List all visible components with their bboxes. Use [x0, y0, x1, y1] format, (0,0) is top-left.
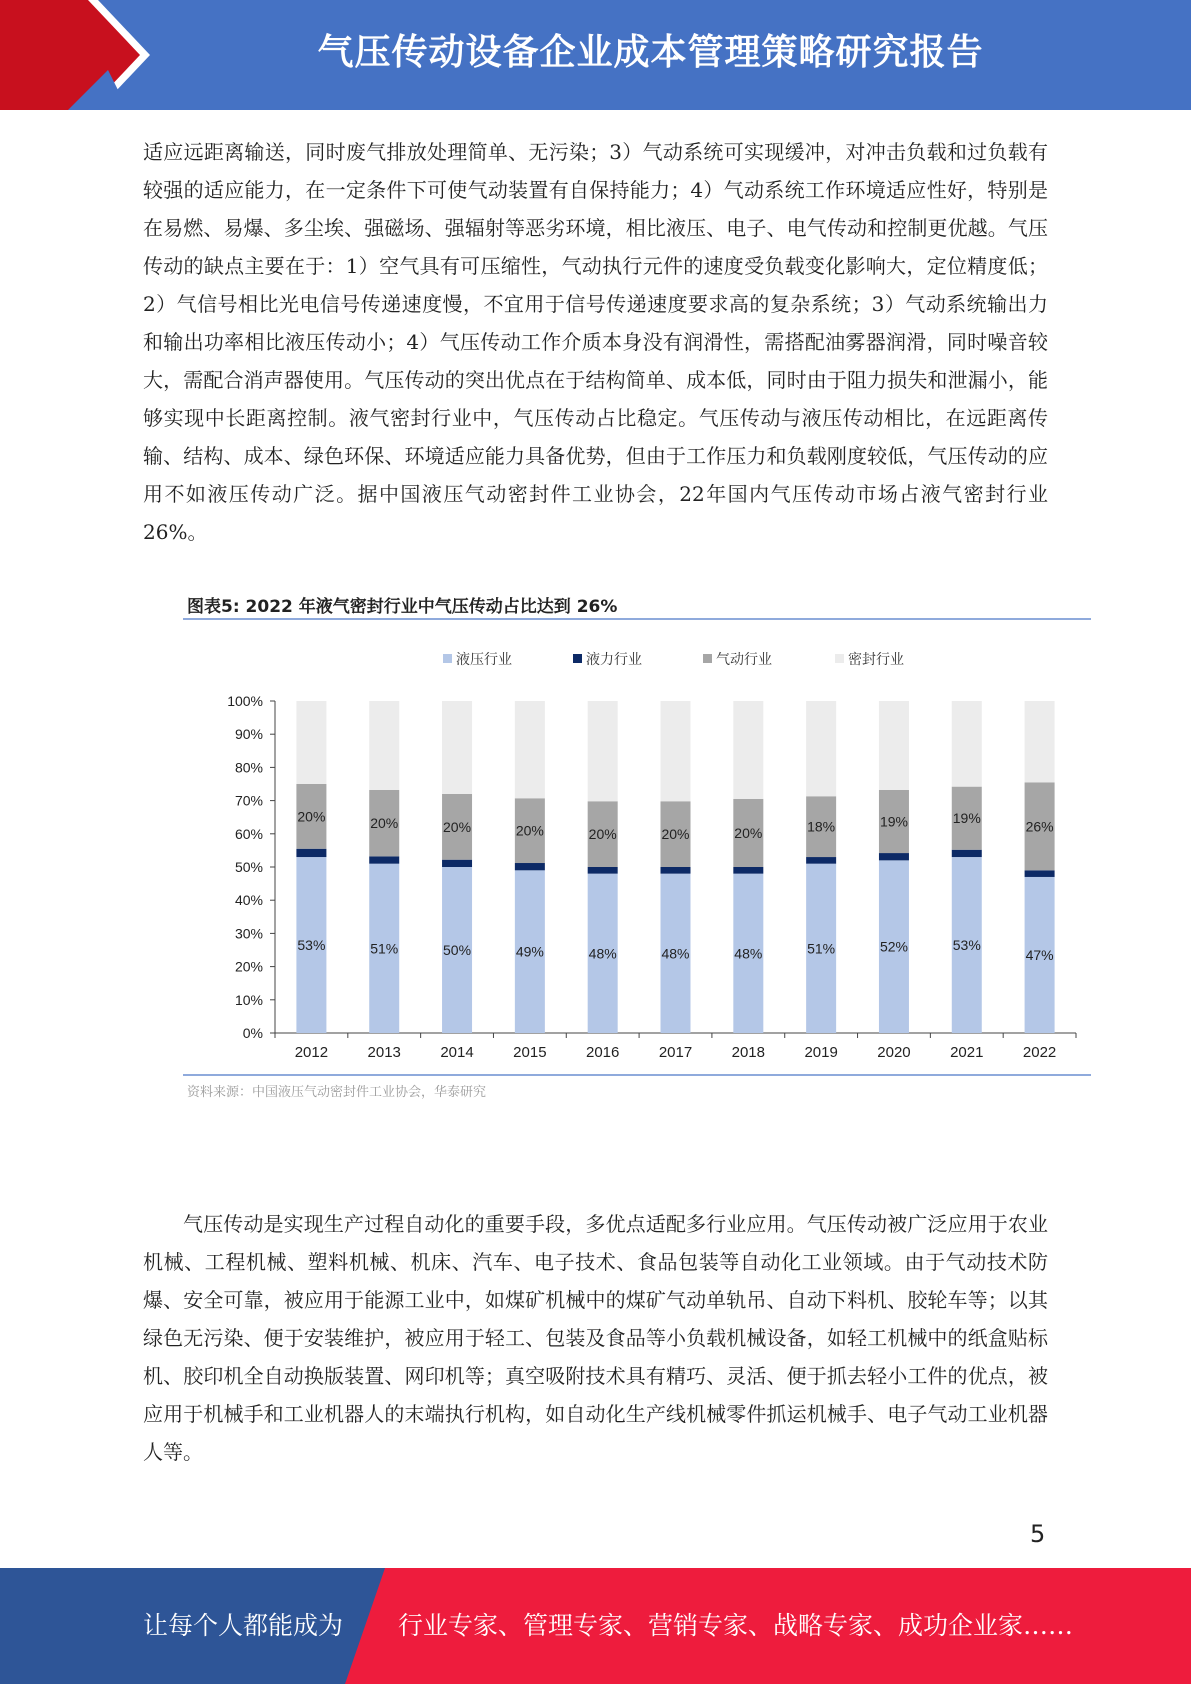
legend-label: 气动行业 [716, 652, 772, 668]
data-label: 20% [443, 818, 472, 835]
footer-slogan-right: 行业专家、管理专家、营销专家、战略专家、成功企业家…… [398, 1611, 1074, 1640]
bar-segment [661, 701, 691, 801]
figure-bottom-rule [183, 1074, 1091, 1076]
data-label: 48% [734, 945, 763, 962]
x-tick-label: 2013 [367, 1044, 401, 1061]
figure-5 [183, 588, 1091, 1108]
y-tick-label: 10% [234, 991, 263, 1008]
data-label: 18% [807, 818, 836, 835]
bar-segment [733, 867, 763, 874]
y-tick-label: 30% [234, 925, 263, 942]
bar-segment [879, 701, 909, 790]
bar-segment [442, 860, 472, 867]
legend-swatch [573, 654, 582, 663]
x-tick-label: 2014 [440, 1044, 474, 1061]
body-paragraph-1: 适应远距离输送，同时废气排放处理简单、无污染；3）气动系统可实现缓冲，对冲击负载和过负载有较强的适应能力，在一定条件下可使气动装置有自保持能力；4）气动系统工作环境适应性好，特别是在易燃、易爆、多尘埃、强磁场、强辐射等恶劣环境，相比液压、电子、电气传动和控制更优越。气压传动的缺点主要在于：1）空气具有可压缩性，气动执行元件的速度受负载变化影响大，定位精度低；2）气信号相比光电信号传递速度慢，不宜用于信号传递速度要求高的复杂系统；3）气动系统输出力和输出功率相比液压传动小；4）气压传动工作介质本身没有润滑性，需搭配油雾器润滑，同时噪音较大，需配合消声器使用。气压传动的突出优点在于结构简单、成本低，同时由于阻力损失和泄漏小，能够实现中长距离控制。液气密封行业中，气压传动占比稳定。气压传动与液压传动相比，在远距离传输、结构、成本、绿色环保、环境适应能力具备优势，但由于工作压力和负载刚度较低，气压传动的应用不如液压传动广泛。据中国液压气动密封件工业协会，22年国内气压传动市场占液气密封行业 26%。 [143, 140, 1048, 544]
bar-segment [952, 850, 982, 857]
data-label: 47% [1025, 946, 1054, 963]
page-header [0, 0, 1191, 110]
x-tick-label: 2020 [877, 1044, 911, 1061]
bar-segment [879, 853, 909, 860]
y-tick-label: 90% [234, 726, 263, 743]
bar-segment [588, 867, 618, 874]
stacked-bar-chart [183, 628, 1091, 1068]
bar-segment [515, 863, 545, 870]
x-tick-label: 2022 [1022, 1044, 1057, 1061]
data-label: 19% [879, 813, 908, 830]
bar-segment [661, 867, 691, 874]
bar-segment [733, 701, 763, 799]
bar-segment [296, 849, 326, 857]
data-label: 19% [952, 810, 981, 827]
report-title: 气压传动设备企业成本管理策略研究报告 [317, 32, 984, 73]
bar-segment [369, 701, 399, 790]
data-label: 51% [807, 940, 836, 957]
legend-label: 液压行业 [456, 652, 512, 668]
data-label: 53% [297, 937, 326, 954]
y-tick-label: 0% [242, 1025, 263, 1041]
bar-segment [806, 857, 836, 864]
x-tick-label: 2015 [513, 1044, 547, 1061]
bar-segment [515, 701, 545, 798]
data-label: 20% [297, 808, 326, 825]
bar-segment [588, 701, 618, 801]
y-tick-label: 40% [234, 892, 263, 909]
legend-swatch [443, 654, 452, 663]
y-tick-label: 20% [234, 958, 263, 975]
bar-segment [296, 701, 326, 784]
bar-segment [1025, 701, 1055, 782]
data-label: 50% [443, 942, 472, 958]
page-number: 5 [1030, 1520, 1046, 1548]
x-tick-label: 2016 [585, 1044, 620, 1061]
figure-title: 图表5: 2022 年液气密封行业中气压传动占比达到 26% [187, 597, 618, 617]
y-tick-label: 80% [234, 759, 263, 776]
legend-swatch [703, 654, 712, 663]
bar-segment [1025, 870, 1055, 877]
body-paragraph-2: 气压传动是实现生产过程自动化的重要手段，多优点适配多行业应用。气压传动被广泛应用于农业机械、工程机械、塑料机械、机床、汽车、电子技术、食品包装等自动化工业领域。由于气动技术防爆、安全可靠，被应用于能源工业中，如煤矿机械中的煤矿气动单轨吊、自动下料机、胶轮车等；以其绿色无污染、便于安装维护，被应用于轻工、包装及食品等小负载机械设备，如轻工机械中的纸盒贴标机、胶印机全自动换版装置、网印机等；真空吸附技术具有精巧、灵活、便于抓去轻小工件的优点，被应用于机械手和工业机器人的末端执行机构，如自动化生产线机械零件抓运机械手、电子气动工业机器人等。 [143, 1212, 1048, 1464]
data-label: 20% [588, 826, 617, 843]
data-label: 20% [515, 822, 544, 839]
data-label: 53% [952, 937, 981, 954]
x-tick-label: 2019 [804, 1044, 838, 1061]
page-footer [0, 1568, 1191, 1684]
data-label: 20% [370, 815, 399, 832]
y-tick-label: 50% [234, 859, 263, 875]
data-label: 48% [588, 945, 617, 962]
figure-source: 资料来源：中国液压气动密封件工业协会，华泰研究 [187, 1085, 487, 1100]
legend-swatch [835, 654, 844, 663]
data-label: 52% [879, 938, 908, 955]
x-tick-label: 2012 [294, 1044, 329, 1061]
figure-top-rule [183, 618, 1091, 620]
x-tick-label: 2021 [950, 1044, 984, 1061]
y-tick-label: 100% [227, 693, 263, 709]
y-tick-label: 70% [234, 792, 263, 809]
bar-segment [442, 701, 472, 794]
data-label: 49% [515, 943, 544, 960]
y-tick-label: 60% [234, 825, 263, 842]
data-label: 26% [1025, 818, 1054, 835]
x-tick-label: 2017 [658, 1044, 693, 1061]
legend-label: 液力行业 [586, 652, 642, 668]
bar-segment [952, 701, 982, 787]
legend-label: 密封行业 [848, 652, 904, 668]
data-label: 20% [734, 824, 763, 841]
bar-segment [806, 701, 836, 796]
bar-segment [369, 856, 399, 863]
data-label: 20% [661, 826, 690, 843]
header-arrow-decoration [0, 0, 160, 110]
data-label: 51% [370, 940, 399, 957]
footer-slogan-left: 让每个人都能成为 [143, 1611, 344, 1640]
x-tick-label: 2018 [731, 1044, 766, 1061]
data-label: 48% [661, 945, 690, 962]
